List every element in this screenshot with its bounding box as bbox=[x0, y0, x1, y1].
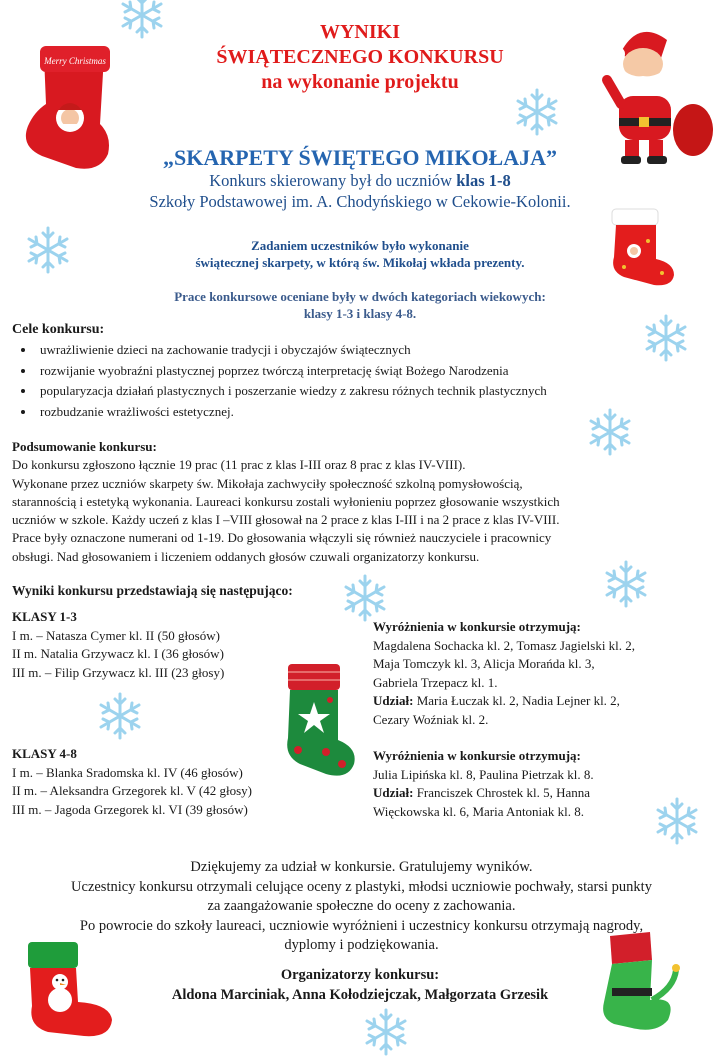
categories-line: Prace konkursowe oceniane były w dwóch kategoriach wiekowych: bbox=[174, 289, 546, 304]
summary-line: obsługi. Nad głosowaniem i liczeniem oddanych głosów czuwali organizatorzy konkursu. bbox=[12, 548, 480, 564]
group1-participation-line: Cezary Woźniak kl. 2. bbox=[373, 711, 489, 727]
group2-participation-line: Więckowska kl. 6, Maria Antoniak kl. 8. bbox=[373, 803, 585, 819]
announcement-title bbox=[150, 20, 570, 95]
group1-participation-line: Maria Łuczak kl. 2, Nadia Lejner kl. 2, bbox=[413, 693, 620, 708]
project-name-heading: „SKARPETY ŚWIĘTEGO MIKOŁAJA” bbox=[162, 145, 558, 170]
task-line: Zadaniem uczestników było wykonanie bbox=[251, 238, 469, 253]
summary-section bbox=[12, 438, 672, 566]
group1-distinction-line: Magdalena Sochacka kl. 2, Tomasz Jagielski kl. 2, bbox=[373, 637, 636, 653]
summary-heading: Podsumowanie konkursu: bbox=[12, 439, 157, 454]
group1-place: II m. Natalia Grzywacz kl. I (36 głosów) bbox=[12, 646, 224, 661]
group1-distinction-heading: Wyróżnienia w konkursie otrzymują: bbox=[373, 619, 581, 634]
organizers-section bbox=[120, 966, 600, 1005]
group2-place: II m. – Aleksandra Grzegorek kl. V (42 głosy) bbox=[12, 783, 252, 798]
group1-place: III m. – Filip Grzywacz kl. III (23 głosy) bbox=[12, 664, 225, 680]
stocking-caption: Merry Christmas bbox=[44, 56, 106, 66]
summary-line: Wykonane przez uczniów skarpety św. Mikołaja zachwyciły społeczność szkolną pomysłowością, bbox=[12, 475, 523, 491]
task-description bbox=[130, 237, 590, 271]
audience-classes: klas 1-8 bbox=[456, 171, 511, 190]
organizers-names: Aldona Marciniak, Anna Kołodziejczak, Małgorzata Grzesik bbox=[171, 986, 549, 1003]
group2-place: I m. – Blanka Sradomska kl. IV (46 głosów) bbox=[12, 764, 243, 780]
summary-line: uczniów w szkole. Każdy uczeń z klas I –VIII głosował na 2 prace z klas I-III i na 2 prace z klas IV-VIII. bbox=[12, 512, 560, 528]
thanks-line: Dziękujemy za udział w konkursie. Gratulujemy wyników. bbox=[190, 859, 533, 875]
thanks-line: Uczestnicy konkursu otrzymali celujące oceny z plastyki, młodsi uczniowie pochwały, starsi punkty bbox=[71, 878, 652, 895]
audience-school: Szkoły Podstawowej im. A. Chodyńskiego w Cekowie-Kolonii. bbox=[149, 192, 571, 211]
thanks-section bbox=[20, 858, 703, 956]
group2-distinctions bbox=[373, 747, 713, 821]
summary-line: Do konkursu zgłoszono łącznie 19 prac (11 prac z klas I-III oraz 8 prac z klas IV-VIII). bbox=[12, 457, 466, 473]
thanks-line: Po powrocie do szkoły laureaci, uczniowie wyróżnieni i uczestnicy konkursu otrzymają nagrody, bbox=[79, 917, 644, 934]
audience-text bbox=[80, 170, 640, 212]
title-line-contest: ŚWIĄTECZNEGO KONKURSU bbox=[216, 46, 504, 68]
group1-place: I m. – Natasza Cymer kl. II (50 głosów) bbox=[12, 627, 220, 643]
snowflake-icon bbox=[367, 1010, 405, 1054]
goal-item: • uwrażliwienie dzieci na zachowanie tradycji i obyczajów świątecznych bbox=[36, 340, 696, 361]
title-line-results: WYNIKI bbox=[319, 21, 400, 43]
snowflake-icon bbox=[346, 576, 384, 620]
group2-place: III m. – Jagoda Grzegorek kl. VI (39 głosów) bbox=[12, 801, 248, 817]
group1-places bbox=[12, 608, 282, 682]
organizers-heading: Organizatorzy konkursu: bbox=[280, 967, 440, 983]
audience-prefix: Konkurs skierowany był do uczniów bbox=[209, 171, 457, 190]
thanks-line: za zaangażowanie społeczne do oceny z zachowania. bbox=[207, 898, 516, 914]
thanks-line: dyplomy i podziękowania. bbox=[284, 937, 439, 953]
goals-heading: Cele konkursu: bbox=[12, 322, 105, 337]
snowflake-icon bbox=[607, 562, 645, 606]
group2-participation-line: Franciszek Chrostek kl. 5, Hanna bbox=[413, 785, 590, 800]
task-line: świątecznej skarpety, w którą św. Mikołaj wkłada prezenty. bbox=[195, 255, 525, 270]
group2-distinction-line: Julia Lipińska kl. 8, Paulina Pietrzak kl. 8. bbox=[373, 766, 594, 782]
group1-distinction-line: Gabriela Trzepacz kl. 1. bbox=[373, 674, 498, 690]
green-star-stocking-image bbox=[282, 662, 360, 782]
goals-list bbox=[12, 340, 696, 422]
red-stocking-image bbox=[604, 207, 684, 289]
group1-distinctions bbox=[373, 618, 713, 729]
group1-distinction-line: Maja Tomczyk kl. 3, Alicja Morańda kl. 3, bbox=[373, 656, 595, 671]
age-categories bbox=[100, 288, 620, 322]
goal-item: • popularyzacja działań plastycznych i poszerzanie wiedzy z zakresu różnych technik plastycznych bbox=[36, 381, 696, 402]
group2-places bbox=[12, 745, 292, 819]
summary-line: starannością i estetyką wykonania. Laureaci konkursu zostali wyłonieniu poprzez głosowanie wszystkich bbox=[12, 493, 560, 509]
summary-line: Prace były oznaczone numerani od 1-19. Do głosowania włączyli się również nauczyciele i pracownicy bbox=[12, 530, 552, 546]
group2-participation-label: Udział: bbox=[373, 785, 414, 800]
goal-item: • rozbudzanie wrażliwości estetycznej. bbox=[36, 402, 696, 423]
group2-distinction-heading: Wyróżnienia w konkursie otrzymują: bbox=[373, 748, 581, 763]
snowflake-icon bbox=[29, 228, 67, 272]
group1-participation-label: Udział: bbox=[373, 693, 414, 708]
group1-heading: KLASY 1-3 bbox=[12, 609, 77, 624]
categories-line: klasy 1-3 i klasy 4-8. bbox=[303, 306, 417, 321]
snowflake-icon bbox=[101, 694, 139, 738]
group2-heading: KLASY 4-8 bbox=[12, 746, 77, 761]
results-heading: Wyniki konkursu przedstawiają się następująco: bbox=[12, 583, 293, 598]
goal-item: • rozwijanie wyobraźni plastycznej poprzez twórczą interpretację świąt Bożego Narodzenia bbox=[36, 361, 696, 382]
title-line-project: na wykonanie projektu bbox=[261, 71, 459, 93]
snowflake-icon bbox=[518, 90, 556, 134]
